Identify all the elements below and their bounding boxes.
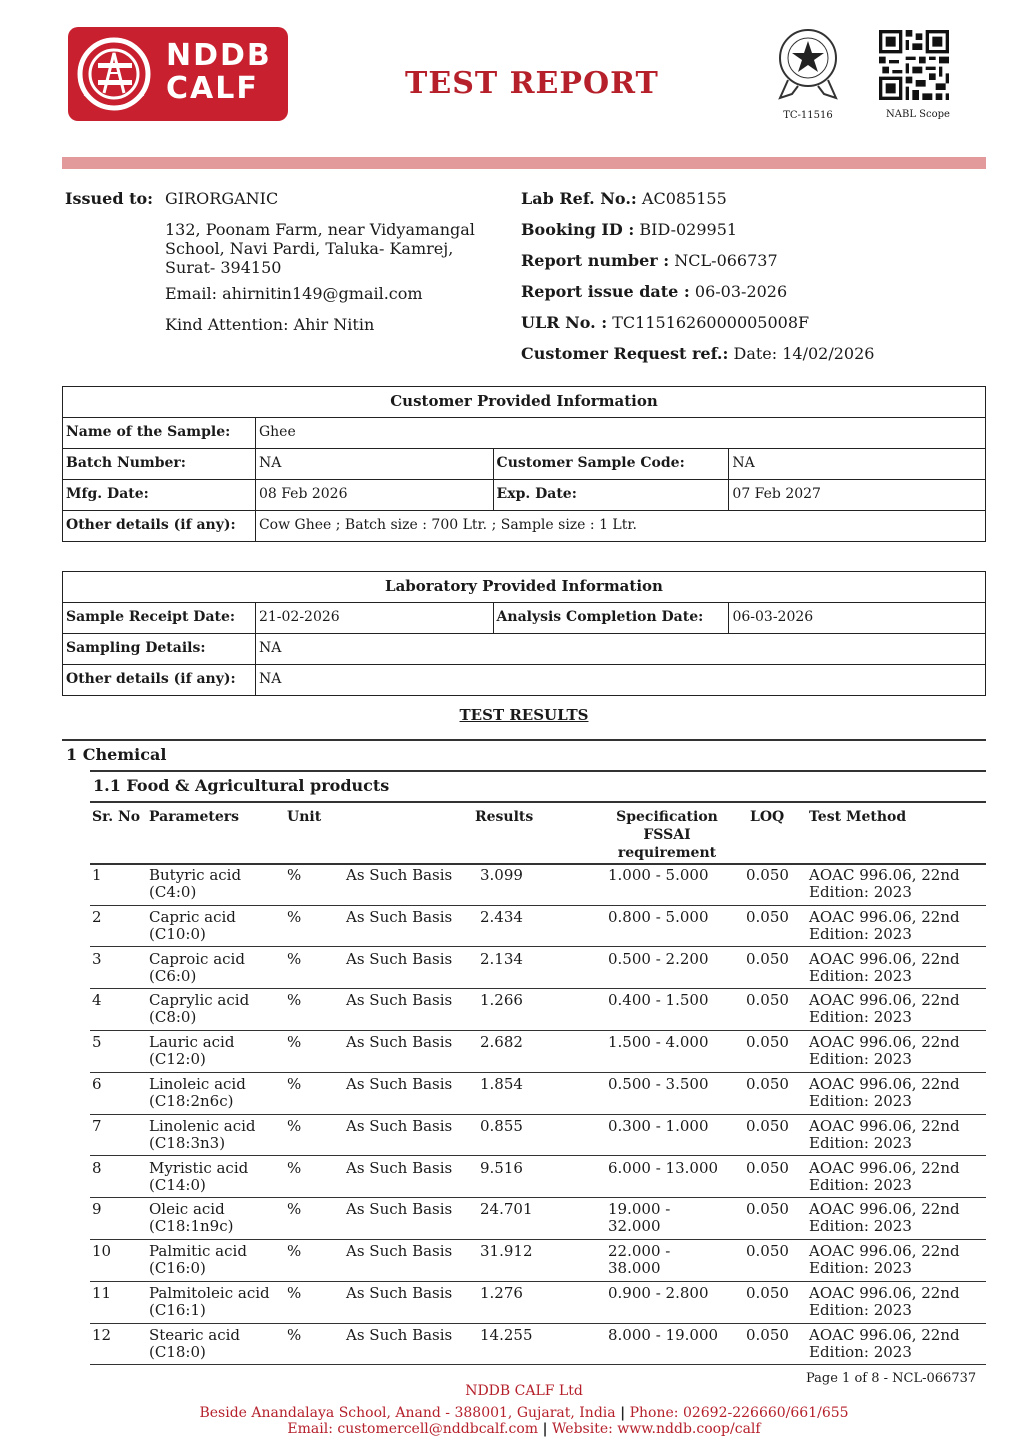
row-basis: As Such Basis xyxy=(346,1033,453,1052)
customer-sample-code-value: NA xyxy=(729,449,986,480)
mfg-date-label: Mfg. Date: xyxy=(63,480,256,511)
row-divider xyxy=(90,946,986,947)
row-sr-no: 1 xyxy=(92,866,102,884)
row-parameter-line-2: (C18:3n3) xyxy=(149,1133,226,1152)
row-result: 1.276 xyxy=(480,1284,523,1302)
col-header-loq: LOQ xyxy=(750,809,785,825)
batch-number-value: NA xyxy=(255,449,493,480)
section-top-rule xyxy=(62,739,986,741)
row-test-method-line-2: Edition: 2023 xyxy=(809,1092,912,1110)
row-parameter-line-1: Lauric acid xyxy=(149,1033,235,1052)
row-basis: As Such Basis xyxy=(346,991,453,1010)
row-loq: 0.050 xyxy=(746,907,789,926)
row-test-method xyxy=(809,1327,960,1361)
row-parameter-line-2: (C16:0) xyxy=(149,1259,206,1278)
row-test-method-line-1: AOAC 996.06, 22nd xyxy=(809,866,960,884)
row-test-method xyxy=(809,992,960,1026)
row-parameter xyxy=(149,1160,248,1194)
customer-info-table xyxy=(62,386,986,542)
row-result: 3.099 xyxy=(480,866,523,884)
row-test-method-line-2: Edition: 2023 xyxy=(809,1342,912,1361)
nddb-emblem-icon xyxy=(76,35,156,113)
row-unit: % xyxy=(287,866,302,884)
row-basis: As Such Basis xyxy=(346,866,453,884)
row-loq: 0.050 xyxy=(746,949,789,968)
booking-id-row: Booking ID : BID-029951 xyxy=(521,220,738,239)
row-result: 1.854 xyxy=(480,1075,523,1093)
sample-name-label: Name of the Sample: xyxy=(63,418,256,449)
customer-name: GIRORGANIC xyxy=(165,189,279,208)
mfg-date-value: 08 Feb 2026 xyxy=(255,480,493,511)
row-basis: As Such Basis xyxy=(346,1325,453,1344)
row-parameter-line-2: (C8:0) xyxy=(149,1008,197,1027)
row-test-method-line-1: AOAC 996.06, 22nd xyxy=(809,1033,960,1052)
row-parameter-line-1: Caprylic acid xyxy=(149,991,250,1010)
row-specification-line-1: 6.000 - 13.000 xyxy=(608,1158,719,1177)
section-chemical-heading: 1 Chemical xyxy=(66,745,167,764)
row-unit: % xyxy=(287,1242,302,1261)
row-test-method xyxy=(809,867,960,901)
header-bottom-rule xyxy=(90,863,986,865)
row-test-method-line-2: Edition: 2023 xyxy=(809,1217,912,1236)
exp-date-value: 07 Feb 2027 xyxy=(729,480,986,511)
lab-other-details-label: Other details (if any): xyxy=(63,665,256,696)
row-parameter xyxy=(149,1243,247,1277)
row-divider xyxy=(90,1281,986,1282)
row-result: 0.855 xyxy=(480,1116,523,1135)
address-line-2: School, Navi Pardi, Taluka- Kamrej, xyxy=(165,239,454,258)
row-test-method xyxy=(809,951,960,985)
row-parameter xyxy=(149,1076,246,1110)
row-test-method-line-2: Edition: 2023 xyxy=(809,966,912,985)
customer-other-details-value: Cow Ghee ; Batch size : 700 Ltr. ; Sample size : 1 Ltr. xyxy=(255,511,985,542)
row-loq: 0.050 xyxy=(746,1242,789,1261)
row-divider xyxy=(90,905,986,906)
customer-other-details-label: Other details (if any): xyxy=(63,511,256,542)
row-specification-line-1: 1.500 - 4.000 xyxy=(608,1033,709,1052)
footer-address: Beside Anandalaya School, Anand - 388001, Gujarat, India xyxy=(199,1405,616,1421)
row-divider xyxy=(90,1364,986,1365)
row-test-method-line-1: AOAC 996.06, 22nd xyxy=(809,991,960,1010)
row-loq: 0.050 xyxy=(746,1116,789,1135)
analysis-completion-date-label: Analysis Completion Date: xyxy=(493,603,729,634)
row-test-method-line-2: Edition: 2023 xyxy=(809,1259,912,1278)
row-result: 1.266 xyxy=(480,991,523,1010)
col-header-unit: Unit xyxy=(287,809,322,825)
row-basis: As Such Basis xyxy=(346,1242,453,1261)
header-divider-bar xyxy=(62,157,986,169)
row-parameter-line-2: (C10:0) xyxy=(149,924,206,943)
row-test-method xyxy=(809,1160,960,1194)
row-loq: 0.050 xyxy=(746,991,789,1010)
row-parameter-line-1: Capric acid xyxy=(149,907,236,926)
row-parameter-line-1: Linolenic acid xyxy=(149,1116,256,1135)
row-result: 31.912 xyxy=(480,1242,533,1261)
nddb-calf-logo xyxy=(68,27,288,121)
row-parameter-line-1: Stearic acid xyxy=(149,1325,241,1344)
row-basis: As Such Basis xyxy=(346,949,453,968)
lab-other-details-value: NA xyxy=(255,665,985,696)
row-divider xyxy=(90,1197,986,1198)
row-test-method xyxy=(809,1076,960,1110)
sample-receipt-date-value: 21-02-2026 xyxy=(255,603,493,634)
row-test-method-line-1: AOAC 996.06, 22nd xyxy=(809,907,960,926)
row-result: 2.134 xyxy=(480,949,523,968)
lab-info-table xyxy=(62,571,986,696)
row-specification xyxy=(608,1201,670,1235)
row-test-method xyxy=(809,1285,960,1319)
footer-email: Email: customercell@nddbcalf.com xyxy=(287,1421,539,1437)
row-test-method-line-2: Edition: 2023 xyxy=(809,1008,912,1027)
customer-email: Email: ahirnitin149@gmail.com xyxy=(165,284,423,303)
row-loq: 0.050 xyxy=(746,1200,789,1219)
row-loq: 0.050 xyxy=(746,1325,789,1344)
row-loq: 0.050 xyxy=(746,1033,789,1052)
row-unit: % xyxy=(287,1284,302,1302)
row-unit: % xyxy=(287,907,302,926)
col-header-sr-no: Sr. No xyxy=(92,809,141,825)
row-parameter-line-2: (C18:0) xyxy=(149,1342,206,1361)
row-sr-no: 5 xyxy=(92,1033,102,1052)
row-specification xyxy=(608,1285,709,1302)
ulr-number-row: ULR No. : TC1151626000005008F xyxy=(521,313,810,332)
row-result: 14.255 xyxy=(480,1325,533,1344)
row-test-method xyxy=(809,1034,960,1068)
row-parameter xyxy=(149,1118,256,1152)
row-parameter-line-2: (C12:0) xyxy=(149,1050,206,1069)
row-specification-line-1: 0.400 - 1.500 xyxy=(608,991,709,1010)
row-parameter-line-1: Caproic acid xyxy=(149,949,245,968)
batch-number-label: Batch Number: xyxy=(63,449,256,480)
row-loq: 0.050 xyxy=(746,1284,789,1302)
footer-phone: Phone: 02692-226660/661/655 xyxy=(629,1405,849,1421)
sample-receipt-date-label: Sample Receipt Date: xyxy=(63,603,256,634)
row-specification xyxy=(608,1118,709,1135)
row-test-method-line-1: AOAC 996.06, 22nd xyxy=(809,1075,960,1093)
subsection-food-heading: 1.1 Food & Agricultural products xyxy=(93,776,390,795)
row-test-method-line-1: AOAC 996.06, 22nd xyxy=(809,1200,960,1219)
row-test-method-line-1: AOAC 996.06, 22nd xyxy=(809,1158,960,1177)
footer-address-line xyxy=(0,1405,1024,1421)
row-test-method xyxy=(809,1201,960,1235)
report-issue-date-row: Report issue date : 06-03-2026 xyxy=(521,282,788,301)
footer-separator: | xyxy=(542,1421,548,1437)
row-divider xyxy=(90,1072,986,1073)
issued-to-label: Issued to: xyxy=(65,189,154,208)
row-basis: As Such Basis xyxy=(346,1116,453,1135)
row-loq: 0.050 xyxy=(746,866,789,884)
row-parameter-line-1: Myristic acid xyxy=(149,1158,249,1177)
row-test-method-line-2: Edition: 2023 xyxy=(809,1301,912,1319)
row-test-method-line-1: AOAC 996.06, 22nd xyxy=(809,1325,960,1344)
footer-website: Website: www.nddb.coop/calf xyxy=(552,1421,761,1437)
row-basis: As Such Basis xyxy=(346,1284,453,1302)
row-parameter-line-2: (C18:2n6c) xyxy=(149,1092,234,1110)
sample-name-value: Ghee xyxy=(255,418,985,449)
report-title: TEST REPORT xyxy=(405,66,659,101)
row-test-method-line-1: AOAC 996.06, 22nd xyxy=(809,1242,960,1261)
exp-date-label: Exp. Date: xyxy=(493,480,729,511)
page-number: Page 1 of 8 - NCL-066737 xyxy=(806,1371,977,1386)
row-sr-no: 4 xyxy=(92,991,102,1010)
address-line-1: 132, Poonam Farm, near Vidyamangal xyxy=(165,220,475,239)
address-line-3: Surat- 394150 xyxy=(165,258,282,277)
row-result: 24.701 xyxy=(480,1200,533,1219)
row-sr-no: 3 xyxy=(92,949,102,968)
row-parameter-line-1: Palmitic acid xyxy=(149,1242,247,1261)
row-unit: % xyxy=(287,1033,302,1052)
row-divider xyxy=(90,1239,986,1240)
row-parameter-line-1: Oleic acid xyxy=(149,1200,225,1219)
row-unit: % xyxy=(287,1158,302,1177)
col-header-parameters: Parameters xyxy=(149,809,240,825)
row-basis: As Such Basis xyxy=(346,1158,453,1177)
qr-code-icon xyxy=(879,30,949,100)
row-test-method-line-2: Edition: 2023 xyxy=(809,883,912,901)
row-specification-line-1: 22.000 - xyxy=(608,1242,671,1261)
col-header-results: Results xyxy=(475,809,534,825)
row-parameter xyxy=(149,992,249,1026)
row-specification-line-2: 38.000 xyxy=(608,1259,661,1278)
analysis-completion-date-value: 06-03-2026 xyxy=(729,603,986,634)
row-parameter xyxy=(149,909,236,943)
row-parameter xyxy=(149,1201,233,1235)
logo-line-2: CALF xyxy=(166,71,259,106)
row-parameter-line-2: (C18:1n9c) xyxy=(149,1217,234,1236)
nabl-scope-label: NABL Scope xyxy=(886,109,950,120)
row-divider xyxy=(90,988,986,989)
row-test-method xyxy=(809,1243,960,1277)
nabl-seal-icon xyxy=(770,24,846,104)
row-parameter xyxy=(149,867,241,901)
row-specification xyxy=(608,1243,670,1277)
row-sr-no: 7 xyxy=(92,1116,102,1135)
row-specification xyxy=(608,951,709,968)
row-specification-line-1: 1.000 - 5.000 xyxy=(608,866,709,884)
test-results-title: TEST RESULTS xyxy=(459,706,589,724)
row-unit: % xyxy=(287,991,302,1010)
row-specification xyxy=(608,1327,718,1344)
row-sr-no: 11 xyxy=(92,1284,112,1302)
col-header-test-method: Test Method xyxy=(809,809,907,825)
row-test-method-line-1: AOAC 996.06, 22nd xyxy=(809,1284,960,1302)
row-divider xyxy=(90,1114,986,1115)
logo-line-1: NDDB xyxy=(166,38,272,73)
lab-ref-row: Lab Ref. No.: AC085155 xyxy=(521,189,727,208)
sampling-details-value: NA xyxy=(255,634,985,665)
row-test-method-line-2: Edition: 2023 xyxy=(809,1050,912,1069)
customer-info-heading: Customer Provided Information xyxy=(63,387,986,418)
row-specification xyxy=(608,867,709,884)
row-parameter xyxy=(149,1285,270,1319)
row-parameter xyxy=(149,1034,234,1068)
row-divider xyxy=(90,1030,986,1031)
row-parameter-line-1: Palmitoleic acid xyxy=(149,1284,270,1302)
row-specification-line-1: 0.500 - 2.200 xyxy=(608,949,709,968)
row-specification-line-1: 0.500 - 3.500 xyxy=(608,1075,709,1093)
row-specification xyxy=(608,992,709,1009)
row-basis: As Such Basis xyxy=(346,907,453,926)
row-parameter-line-1: Butyric acid xyxy=(149,866,242,884)
row-specification-line-1: 8.000 - 19.000 xyxy=(608,1325,719,1344)
row-test-method-line-1: AOAC 996.06, 22nd xyxy=(809,1116,960,1135)
row-parameter-line-2: (C16:1) xyxy=(149,1301,206,1319)
row-basis: As Such Basis xyxy=(346,1200,453,1219)
row-test-method-line-2: Edition: 2023 xyxy=(809,1175,912,1194)
row-parameter xyxy=(149,1327,240,1361)
row-sr-no: 10 xyxy=(92,1242,112,1261)
col-header-specification: Specification FSSAI requirement xyxy=(616,809,718,861)
row-sr-no: 9 xyxy=(92,1200,102,1219)
row-basis: As Such Basis xyxy=(346,1075,453,1093)
row-parameter-line-1: Linoleic acid xyxy=(149,1075,246,1093)
row-unit: % xyxy=(287,1200,302,1219)
customer-request-ref-row: Customer Request ref.: Date: 14/02/2026 xyxy=(521,344,875,363)
row-sr-no: 6 xyxy=(92,1075,102,1093)
row-specification-line-1: 19.000 - xyxy=(608,1200,671,1219)
customer-address xyxy=(165,220,505,277)
row-unit: % xyxy=(287,949,302,968)
nabl-certificate-label: TC-11516 xyxy=(783,110,833,121)
lab-info-heading: Laboratory Provided Information xyxy=(63,572,986,603)
row-result: 2.434 xyxy=(480,907,523,926)
row-loq: 0.050 xyxy=(746,1158,789,1177)
row-unit: % xyxy=(287,1075,302,1093)
row-test-method xyxy=(809,909,960,943)
row-loq: 0.050 xyxy=(746,1075,789,1093)
row-test-method-line-1: AOAC 996.06, 22nd xyxy=(809,949,960,968)
header-top-rule xyxy=(90,801,986,803)
row-test-method xyxy=(809,1118,960,1152)
row-test-method-line-2: Edition: 2023 xyxy=(809,1133,912,1152)
row-divider xyxy=(90,1323,986,1324)
row-specification xyxy=(608,1076,709,1093)
row-result: 9.516 xyxy=(480,1158,523,1177)
subsection-top-rule xyxy=(90,770,986,772)
footer-separator: | xyxy=(620,1405,626,1421)
sampling-details-label: Sampling Details: xyxy=(63,634,256,665)
footer-company: NDDB CALF Ltd xyxy=(465,1383,583,1399)
row-sr-no: 12 xyxy=(92,1325,112,1344)
row-sr-no: 8 xyxy=(92,1158,102,1177)
row-unit: % xyxy=(287,1325,302,1344)
row-divider xyxy=(90,1155,986,1156)
row-parameter-line-2: (C4:0) xyxy=(149,883,197,901)
row-specification-line-1: 0.900 - 2.800 xyxy=(608,1284,709,1302)
row-unit: % xyxy=(287,1116,302,1135)
kind-attention: Kind Attention: Ahir Nitin xyxy=(165,315,375,334)
row-parameter-line-2: (C6:0) xyxy=(149,966,197,985)
row-parameter-line-2: (C14:0) xyxy=(149,1175,206,1194)
report-number-row: Report number : NCL-066737 xyxy=(521,251,778,270)
footer-contact-line xyxy=(0,1421,1024,1437)
row-specification-line-1: 0.300 - 1.000 xyxy=(608,1116,709,1135)
row-specification xyxy=(608,1160,718,1177)
row-test-method-line-2: Edition: 2023 xyxy=(809,924,912,943)
row-parameter xyxy=(149,951,245,985)
row-specification-line-1: 0.800 - 5.000 xyxy=(608,907,709,926)
customer-sample-code-label: Customer Sample Code: xyxy=(493,449,729,480)
row-specification-line-2: 32.000 xyxy=(608,1217,661,1236)
row-specification xyxy=(608,1034,709,1051)
row-specification xyxy=(608,909,709,926)
row-result: 2.682 xyxy=(480,1033,523,1052)
row-sr-no: 2 xyxy=(92,907,102,926)
